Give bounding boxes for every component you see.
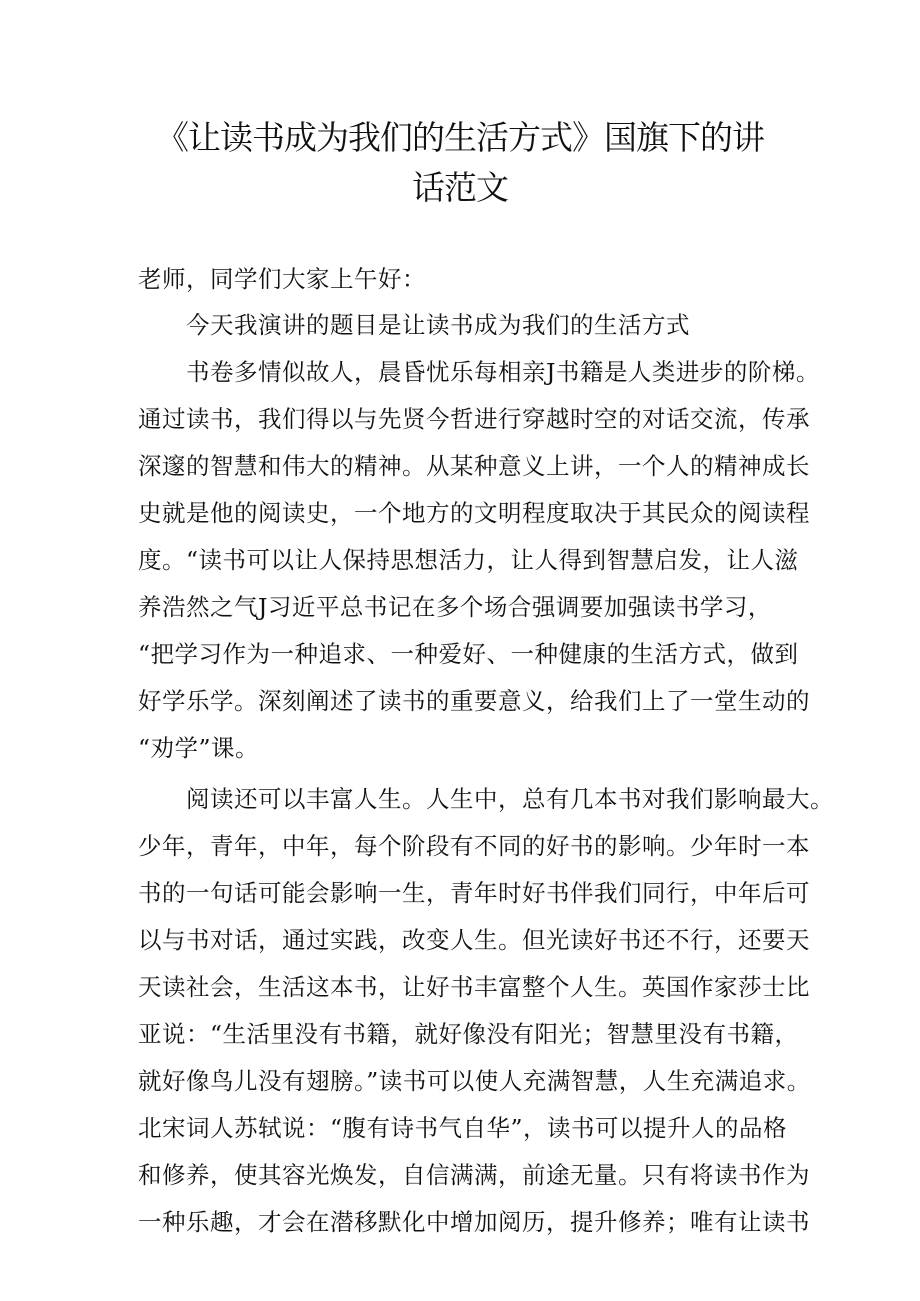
text-line: “劝学”课。 [138, 734, 260, 762]
document-title-line-2: 话范文 [412, 168, 508, 207]
text-line: 以与书对话，通过实践，改变人生。但光读好书还不行，还要天 [138, 926, 810, 954]
text-line: 史就是他的阅读史，一个地方的文明程度取决于其民众的阅读程 [138, 499, 810, 527]
text-line: 少年，青年，中年，每个阶段有不同的好书的影响。少年时一本 [138, 832, 810, 860]
text-line: 好学乐学。深刻阐述了读书的重要意义，给我们上了一堂生动的 [138, 687, 810, 715]
text-line: 天读社会，生活这本书，让好书丰富整个人生。英国作家莎士比 [138, 973, 810, 1001]
text-line: 阅读还可以丰富人生。人生中，总有几本书对我们影响最大。 [186, 785, 834, 813]
text-line: 养浩然之气J习近平总书记在多个场合强调要加强读书学习， [138, 593, 772, 621]
text-line: 和修养，使其容光焕发，自信满满，前途无量。只有将读书作为 [138, 1161, 810, 1189]
text-line: 书卷多情似故人，晨昏忧乐每相亲J书籍是人类进步的阶梯。 [186, 358, 820, 386]
text-line: “把学习作为一种追求、一种爱好、一种健康的生活方式，做到 [138, 640, 799, 668]
text-line: 书的一句话可能会影响一生，青年时好书伴我们同行，中年后可 [138, 879, 810, 907]
text-line-topic: 今天我演讲的题目是让读书成为我们的生活方式 [186, 311, 690, 339]
document-title-line-1: 《让读书成为我们的生活方式》国旗下的讲 [156, 118, 764, 157]
text-line: 北宋词人苏轼说：“腹有诗书气自华”，读书可以提升人的品格 [138, 1114, 788, 1142]
text-line-greeting: 老师，同学们大家上午好： [138, 265, 426, 293]
text-line: 深邃的智慧和伟大的精神。从某种意义上讲，一个人的精神成长 [138, 452, 810, 480]
text-line: 通过读书，我们得以与先贤今哲进行穿越时空的对话交流，传承 [138, 405, 810, 433]
text-line: 亚说：“生活里没有书籍，就好像没有阳光；智慧里没有书籍， [138, 1020, 799, 1048]
text-line: 一种乐趣，才会在潜移默化中增加阅历，提升修养；唯有让读书 [138, 1208, 810, 1236]
text-line: 就好像鸟儿没有翅膀。”读书可以使人充满智慧，人生充满追求。 [138, 1067, 811, 1095]
text-line: 度。“读书可以让人保持思想活力，让人得到智慧启发，让人滋 [138, 546, 799, 574]
